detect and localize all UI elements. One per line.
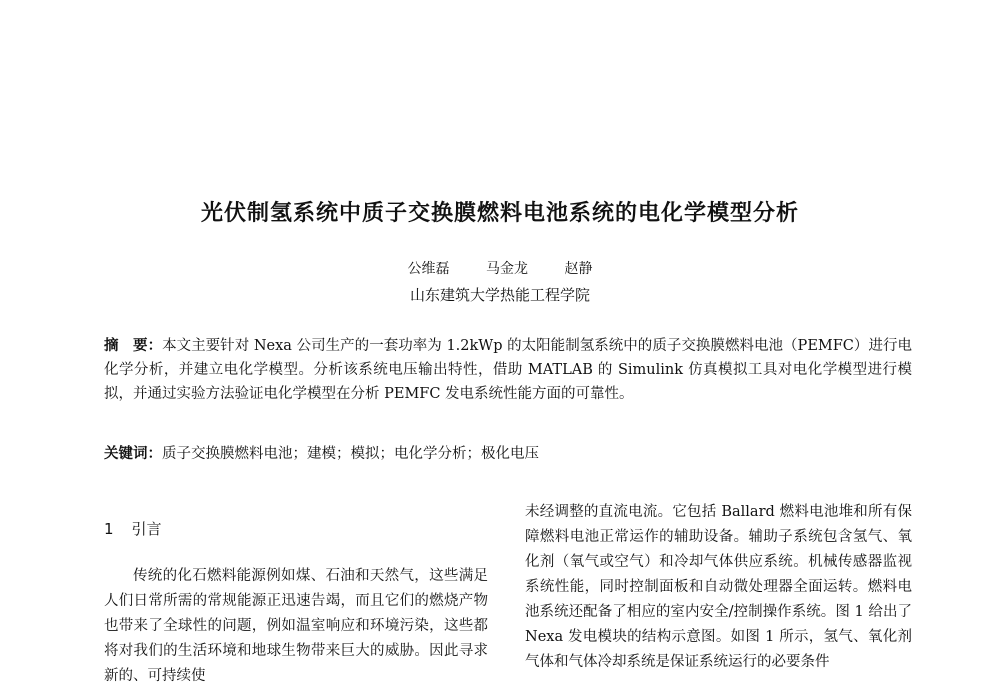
author-name: 赵静 [564, 261, 593, 277]
body-paragraph: 未经调整的直流电流。它包括 Ballard 燃料电池堆和所有保障燃料电池正常运作的辅助设备。辅助子系统包含氢气、氧化剂（氧气或空气）和冷却气体供应系统。机械传感器监视系统性能，同时控制面板和自动微处理器全面运转。燃料电池系统还配备了相应的室内安全/控制操作系统。图 1 给出了 Nexa 发电模块的结构示意图。如图 1 所示，氢气、氧化剂气体和气体冷却系统是保证系统运行的必要条件 [525, 504, 912, 670]
section-heading [104, 518, 162, 539]
author-name: 马金龙 [486, 261, 528, 277]
body-column-right [525, 500, 912, 675]
keywords-label: 关键词： [104, 445, 162, 462]
affiliation: 山东建筑大学热能工程学院 [409, 286, 590, 304]
body-paragraph: 传统的化石燃料能源例如煤、石油和天然气，这些满足人们日常所需的常规能源正迅速告竭，而且它们的燃烧产物也带来了全球性的问题，例如温室响应和环境污染，这些都将对我们的生活环境和地球生物带来巨大的威胁。因此寻求新的、可持续使 [104, 568, 488, 684]
body-column-left [104, 564, 488, 689]
author-name: 公维磊 [407, 261, 450, 277]
keywords-text: 质子交换膜燃料电池；建模；模拟；电化学分析；极化电压 [162, 446, 539, 462]
abstract [104, 334, 912, 406]
abstract-text: 本文主要针对 Nexa 公司生产的一套功率为 1.2kWp 的太阳能制氢系统中的质子交换膜燃料电池（PEMFC）进行电化学分析，并建立电化学模型。分析该系统电压输出特性，借助 MATLAB 的 Simulink 仿真模拟工具对电化学模型进行模拟，并通过实验方法验证电化学模型在分析 PEMFC 发电系统性能方面的可靠性。 [104, 338, 912, 402]
section-title: 引言 [131, 520, 162, 538]
author-list [0, 258, 1000, 278]
abstract-label: 摘 要： [104, 337, 163, 354]
keywords [104, 442, 912, 466]
paper-title: 光伏制氢系统中质子交换膜燃料电池系统的电化学模型分析 [200, 201, 799, 226]
section-number: 1 [104, 520, 114, 538]
